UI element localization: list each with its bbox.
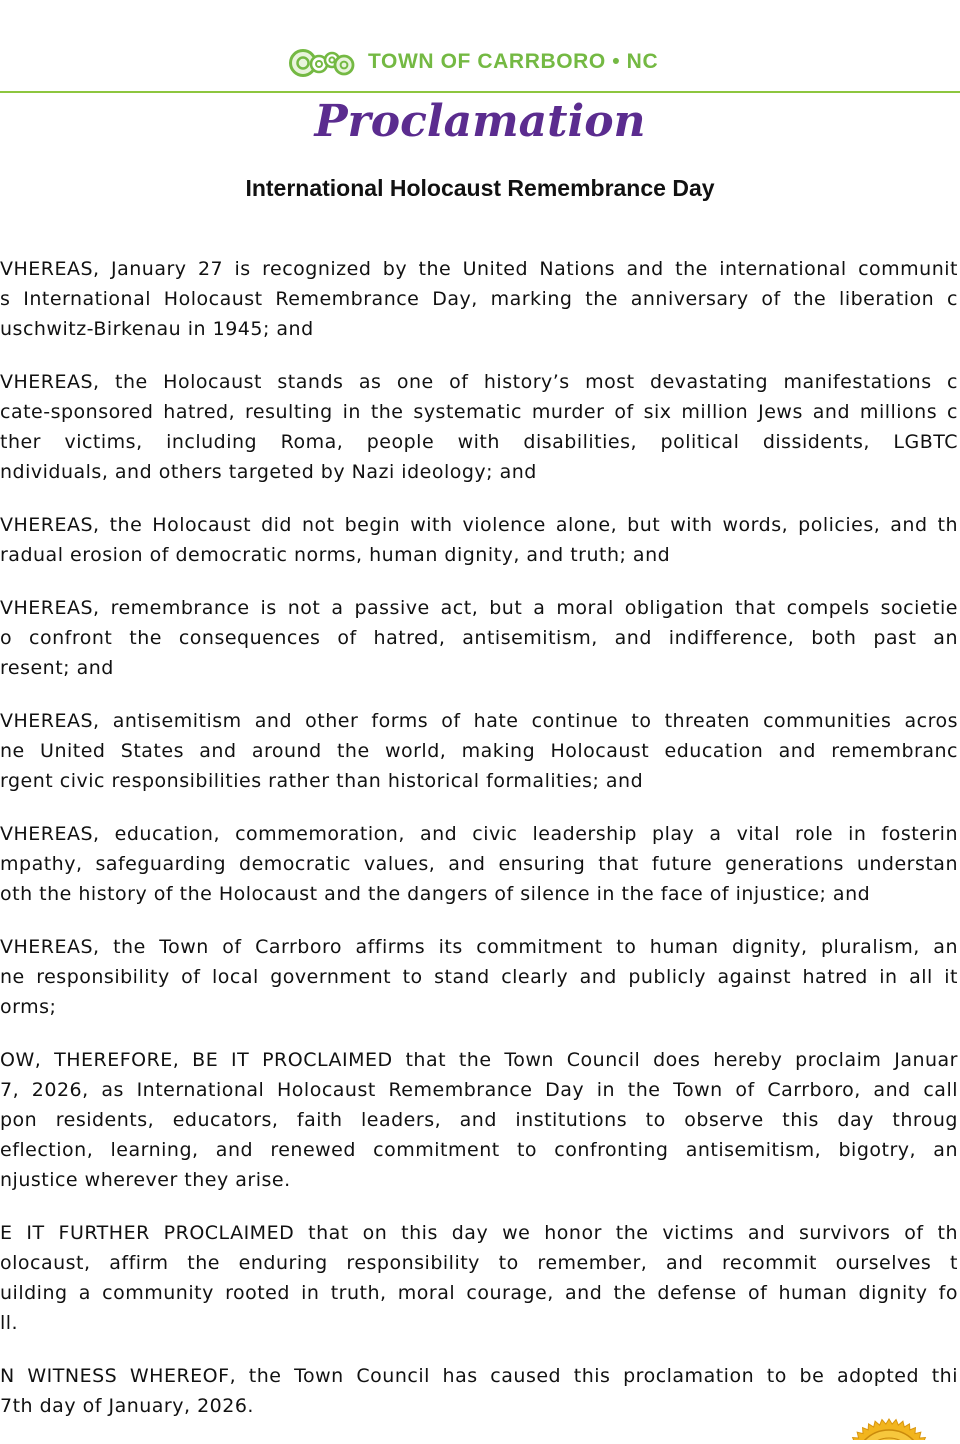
town-seal-icon [843,1418,935,1440]
paragraph-line: radual erosion of democratic norms, human dignity, and truth; and [0,544,671,566]
whereas-paragraph-5 [0,706,960,796]
whereas-paragraph-4 [0,593,960,683]
whereas-paragraph-3 [0,510,960,570]
paragraph-line: uilding a community rooted in truth, moral courage, and the defense of human dignity fo [0,1282,958,1304]
whereas-paragraph-1 [0,254,960,344]
paragraph-line: cate-sponsored hatred, resulting in the systematic murder of six million Jews and millions c [0,401,958,423]
paragraph-line: VHEREAS, antisemitism and other forms of hate continue to threaten communities acros [0,710,958,732]
paragraph-line: VHEREAS, remembrance is not a passive act, but a moral obligation that compels societie [0,597,958,619]
witness-paragraph [0,1361,960,1421]
paragraph-line: 7, 2026, as International Holocaust Remembrance Day in the Town of Carrboro, and call [0,1079,958,1101]
paragraph-line: VHEREAS, the Holocaust stands as one of history’s most devastating manifestations c [0,371,958,393]
paragraph-line: o confront the consequences of hatred, antisemitism, and indifference, both past an [0,627,958,649]
whereas-paragraph-7 [0,932,960,1022]
paragraph-line: VHEREAS, January 27 is recognized by the United Nations and the international communit [0,258,958,280]
carrboro-logo-icon [289,45,357,81]
further-proclamation-paragraph [0,1218,960,1338]
paragraph-line: rgent civic responsibilities rather than historical formalities; and [0,770,644,792]
document-title: International Holocaust Remembrance Day [245,175,715,201]
paragraph-line: orms; [0,996,57,1018]
town-name: TOWN OF CARRBORO • NC [368,50,659,73]
paragraph-line: s International Holocaust Remembrance Day, marking the anniversary of the liberation c [0,288,958,310]
paragraph-line: N WITNESS WHEREOF, the Town Council has caused this proclamation to be adopted thi [0,1365,958,1387]
paragraph-line: oth the history of the Holocaust and the dangers of silence in the face of injustice; and [0,883,871,905]
whereas-paragraph-6 [0,819,960,909]
document-heading: Proclamation [314,96,646,147]
paragraph-line: pon residents, educators, faith leaders, and institutions to observe this day throug [0,1109,958,1131]
proclamation-body [0,254,960,1444]
paragraph-line: E IT FURTHER PROCLAIMED that on this day we honor the victims and survivors of th [0,1222,958,1244]
whereas-paragraph-2 [0,367,960,487]
paragraph-line: eflection, learning, and renewed commitment to confronting antisemitism, bigotry, an [0,1139,958,1161]
paragraph-line: ne responsibility of local government to stand clearly and publicly against hatred in all it [0,966,958,988]
paragraph-line: 7th day of January, 2026. [0,1395,254,1417]
paragraph-line: ne United States and around the world, making Holocaust education and remembranc [0,740,958,762]
paragraph-line: ndividuals, and others targeted by Nazi ideology; and [0,461,537,483]
paragraph-line: uschwitz-Birkenau in 1945; and [0,318,314,340]
paragraph-line: VHEREAS, the Town of Carrboro affirms its commitment to human dignity, pluralism, an [0,936,958,958]
paragraph-line: OW, THEREFORE, BE IT PROCLAIMED that the Town Council does hereby proclaim Januar [0,1049,958,1071]
paragraph-line: VHEREAS, the Holocaust did not begin with violence alone, but with words, policies, and th [0,514,958,536]
paragraph-line: ther victims, including Roma, people with disabilities, political dissidents, LGBTC [0,431,958,453]
paragraph-line: mpathy, safeguarding democratic values, and ensuring that future generations understan [0,853,958,875]
paragraph-line: njustice wherever they arise. [0,1169,291,1191]
paragraph-line: VHEREAS, education, commemoration, and civic leadership play a vital role in fosterin [0,823,958,845]
paragraph-line: resent; and [0,657,114,679]
paragraph-line: olocaust, affirm the enduring responsibility to remember, and recommit ourselves t [0,1252,958,1274]
paragraph-line: ll. [0,1312,19,1334]
proclamation-paragraph [0,1045,960,1195]
